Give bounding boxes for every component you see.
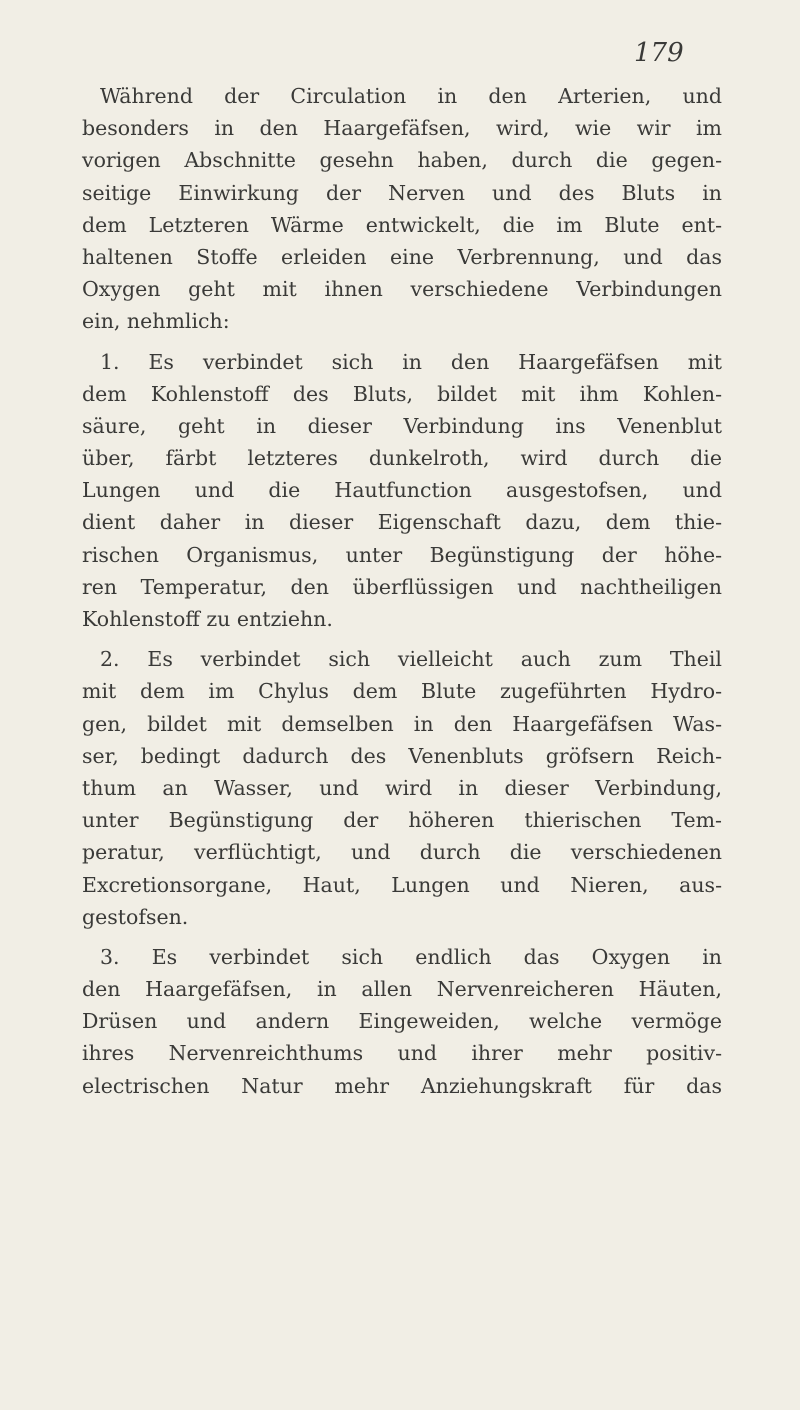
text-line: Oxygen geht mit ihnen verschiedene Verbindungen	[82, 277, 722, 302]
text-line: über, färbt letzteres dunkelroth, wird durch die	[82, 446, 722, 471]
text-line: Während der Circulation in den Arterien, und	[100, 84, 722, 108]
text-line: dem Letzteren Wärme entwickelt, die im Blute ent-	[82, 212, 722, 237]
text-line: 3. Es verbindet sich endlich das Oxygen in	[100, 944, 722, 969]
text-line: besonders in den Haargefäfsen, wird, wie wir im	[82, 116, 722, 141]
text-line: unter Begünstigung der höheren thierischen Tem-	[82, 808, 722, 833]
text-line: säure, geht in dieser Verbindung ins Venenblut	[82, 413, 722, 438]
text-line: Kohlenstoff zu entziehn.	[82, 607, 333, 631]
text-line: 1. Es verbindet sich in den Haargefäfsen mit	[100, 349, 722, 374]
text-line: Drüsen und andern Eingeweiden, welche vermöge	[82, 1009, 722, 1034]
page-text	[82, 80, 722, 1102]
text-line: seitige Einwirkung der Nerven und des Bluts in	[82, 180, 722, 205]
text-line: peratur, verflüchtigt, und durch die verschiedenen	[82, 840, 722, 865]
item-3-paragraph	[82, 941, 722, 1102]
text-line: dient daher in dieser Eigenschaft dazu, dem thie-	[82, 510, 722, 535]
intro-paragraph	[82, 80, 722, 338]
text-line: Excretionsorgane, Haut, Lungen und Nieren, aus-	[82, 872, 722, 897]
text-line: mit dem im Chylus dem Blute zugeführten Hydro-	[82, 679, 722, 704]
item-1-paragraph	[82, 346, 722, 636]
text-line: thum an Wasser, und wird in dieser Verbindung,	[82, 775, 722, 800]
text-line: gestofsen.	[82, 904, 189, 929]
text-line: 2. Es verbindet sich vielleicht auch zum Theil	[100, 647, 722, 672]
text-line: rischen Organismus, unter Begünstigung der höhe-	[82, 542, 722, 567]
text-line: electrischen Natur mehr Anziehungskraft für das	[82, 1073, 722, 1098]
page-number: 179	[634, 38, 684, 68]
text-line: Lungen und die Hautfunction ausgestofsen, und	[82, 478, 722, 503]
text-line: ihres Nervenreichthums und ihrer mehr positiv-	[82, 1041, 722, 1066]
text-line: den Haargefäfsen, in allen Nervenreicheren Häuten,	[82, 977, 722, 1002]
text-line: ein, nehmlich:	[82, 309, 230, 334]
text-line: vorigen Abschnitte gesehn haben, durch die gegen-	[82, 148, 722, 173]
text-line: haltenen Stoffe erleiden eine Verbrennung, und das	[82, 244, 722, 269]
text-line: gen, bildet mit demselben in den Haargefäfsen Was-	[82, 711, 722, 736]
text-line: ren Temperatur, den überflüssigen und nachtheiligen	[82, 574, 722, 599]
text-line: dem Kohlenstoff des Bluts, bildet mit ihm Kohlen-	[82, 381, 722, 406]
text-line: ser, bedingt dadurch des Venenbluts gröfsern Reich-	[82, 743, 722, 768]
item-2-paragraph	[82, 643, 722, 933]
